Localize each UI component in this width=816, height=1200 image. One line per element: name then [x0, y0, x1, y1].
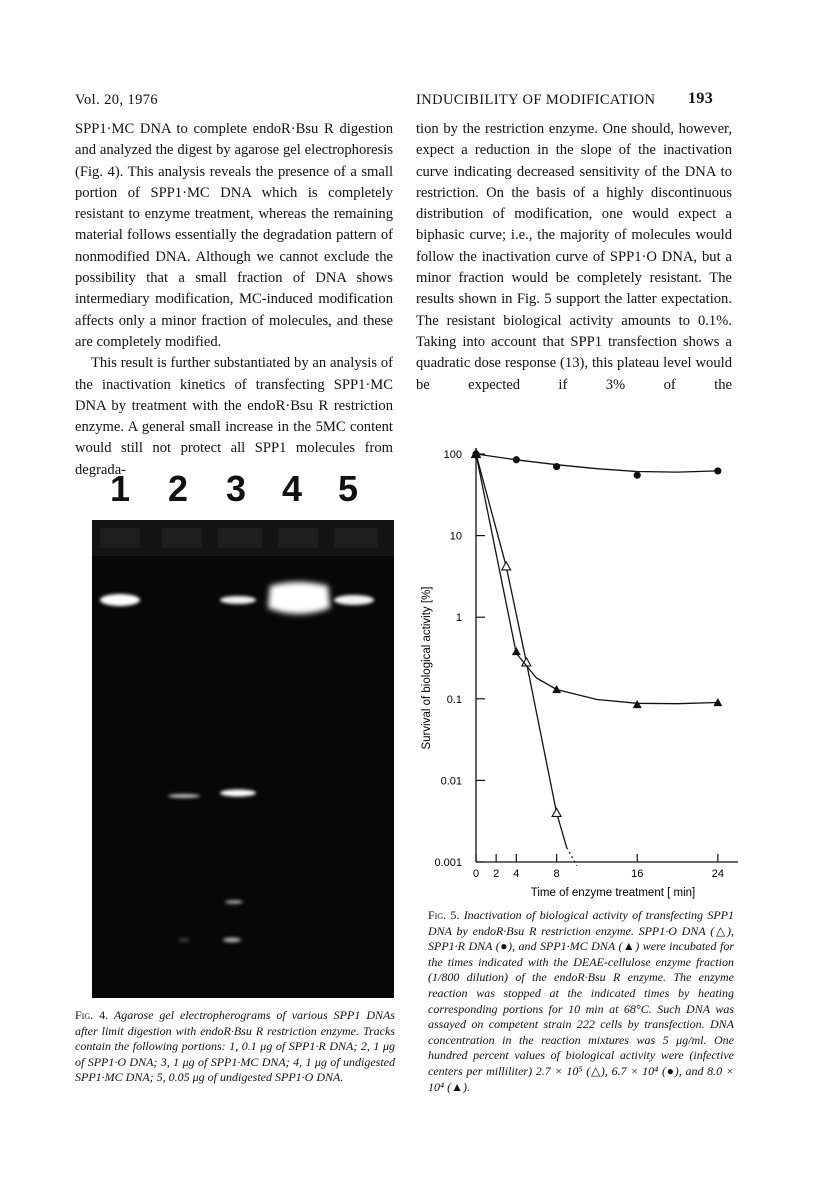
figure-5-chart	[408, 410, 748, 904]
data-point-s1-1	[502, 562, 511, 570]
gel-image	[92, 520, 394, 998]
x-tick-label-5: 24	[711, 868, 724, 880]
data-point-s0-1	[513, 456, 520, 463]
figure-5-caption-lead: Fig. 5.	[428, 908, 460, 922]
gel-band-lane2-faint	[178, 939, 190, 942]
gel-band-lane5	[334, 595, 374, 605]
x-tick-label-3: 8	[553, 868, 560, 880]
gel-band-lane3-fragment-1	[220, 790, 256, 797]
figure-5-plot	[408, 410, 748, 904]
gel-band-lane4	[268, 582, 330, 614]
lane-label-4: 4	[281, 468, 303, 509]
gel-band-lane3-fragment-2	[225, 900, 243, 904]
gel-band-lane3-fragment-3	[223, 938, 241, 943]
lane-label-5: 5	[337, 468, 359, 509]
gel-photo	[92, 520, 394, 998]
lane-label-1: 1	[109, 468, 131, 509]
x-tick-label-2: 4	[513, 868, 520, 880]
y-tick-label-3: 1	[455, 612, 462, 625]
left-paragraph-2: This result is further substantiated by an analysis of the inactivation kinetics of transfecting SPP1·MC DNA by treatment with the endoR·Bsu R restriction enzyme. A general small increase in the 5MC content would still not protect all SPP1 molecules from degrada-	[75, 355, 393, 478]
gel-band-lane3-top	[220, 596, 256, 604]
data-point-s0-3	[634, 472, 641, 479]
running-header-title: INDUCIBILITY OF MODIFICATION	[416, 92, 656, 108]
figure-4-caption	[75, 1008, 395, 1086]
data-point-s0-2	[553, 463, 560, 470]
figure-4-caption-text: Agarose gel electropherograms of various SPP1 DNAs after limit digestion with endoR·Bsu R restriction enzyme. Tracks contain the following portions: 1, 0.1 μg of SPP1·R DNA; 2, 1 μg of SPP1·O DNA; 3, 1 μg of SPP1·MC DNA; 4, 1 μg of undigested SPP1·MC DNA; 5, 0.05 μg of undigested SPP1·O DNA.	[75, 1008, 395, 1085]
data-point-s1-3	[552, 808, 561, 816]
running-header-volume: Vol. 20, 1976	[75, 92, 159, 108]
gel-band-lane2	[168, 794, 200, 798]
data-point-s0-4	[714, 467, 721, 474]
data-point-s2-3	[633, 700, 642, 708]
y-tick-label-4: 10	[449, 530, 462, 543]
figure-4-gel	[92, 468, 394, 998]
data-point-s2-2	[552, 685, 561, 693]
y-tick-label-0: 0.001	[434, 857, 462, 869]
series-line-2	[476, 454, 718, 704]
right-paragraph-1: tion by the restriction enzyme. One should, however, expect a reduction in the slope of the inactivation curve indicating decreased sensitivity of the DNA to restriction. On the basis of a highly discontinuous distribution of modification, one would expect a biphasic curve; i.e., the majority of molecules would follow the inactivation curve of SPP1·O DNA, but a minor fraction would be completely resistant. The results shown in Fig. 5 support the latter expectation. The resistant biological activity amounts to 0.1%. Taking into account that SPP1 transfection shows a quadratic dose response (13), this plateau level would be expected if 3% of the	[416, 121, 732, 393]
y-tick-label-1: 0.01	[440, 775, 462, 788]
figure-4-caption-lead: Fig. 4.	[75, 1008, 109, 1022]
y-axis-label: Survival of biological activity [%]	[421, 586, 433, 750]
series-dashed-tail-1	[567, 848, 577, 866]
y-tick-label-5: 100	[443, 449, 462, 461]
lane-label-2: 2	[167, 468, 189, 509]
figure-5-caption	[428, 908, 734, 1095]
x-tick-label-4: 16	[631, 868, 644, 880]
series-line-0	[476, 454, 718, 472]
left-column	[75, 119, 393, 481]
x-tick-label-0: 0	[472, 868, 480, 880]
figure-5-caption-text: Inactivation of biological activity of transfecting SPP1 DNA by endoR·Bsu R restriction enzyme. SPP1·O DNA (△), SPP1·R DNA (●), and SPP1·MC DNA (▲) were incubated for the times indicated with the DEAE-cellulose enzyme fraction (1/800 dilution) of the endoR·Bsu R enzyme. The enzyme reaction was stopped at the indicated times by heating corresponding portions for 10 min at 68°C. Such DNA was assayed on competent strain 222 cells by transfection. DNA concentration in the reaction mixtures was 5 μg/ml. One hundred percent values of biological activity were (infective centers per milliliter) 2.7 × 10⁵ (△), 6.7 × 10⁴ (●), and 8.0 × 10⁴ (▲).	[428, 908, 734, 1094]
data-point-s2-1	[512, 647, 521, 655]
page-number: 193	[688, 90, 714, 107]
y-tick-label-2: 0.1	[446, 693, 462, 706]
x-axis-label: Time of enzyme treatment [ min]	[530, 887, 696, 899]
x-tick-label-1: 2	[493, 868, 500, 880]
gel-band-lane1	[100, 594, 140, 606]
right-column	[416, 119, 732, 396]
lane-label-3: 3	[225, 468, 247, 509]
left-paragraph-1: SPP1·MC DNA to complete endoR·Bsu R digestion and analyzed the digest by agarose gel electrophoresis (Fig. 4). This analysis reveals the presence of a small portion of SPP1·MC DNA which is completely resistant to enzyme treatment, whereas the remaining material follows essentially the degradation pattern of nonmodified DNA. Although we cannot exclude the possibility that a small fraction of DNA shows intermediary modification, MC-induced modification affects only a minor fraction of molecules, and these are completely modified.	[75, 121, 393, 350]
series-line-1	[476, 454, 567, 848]
